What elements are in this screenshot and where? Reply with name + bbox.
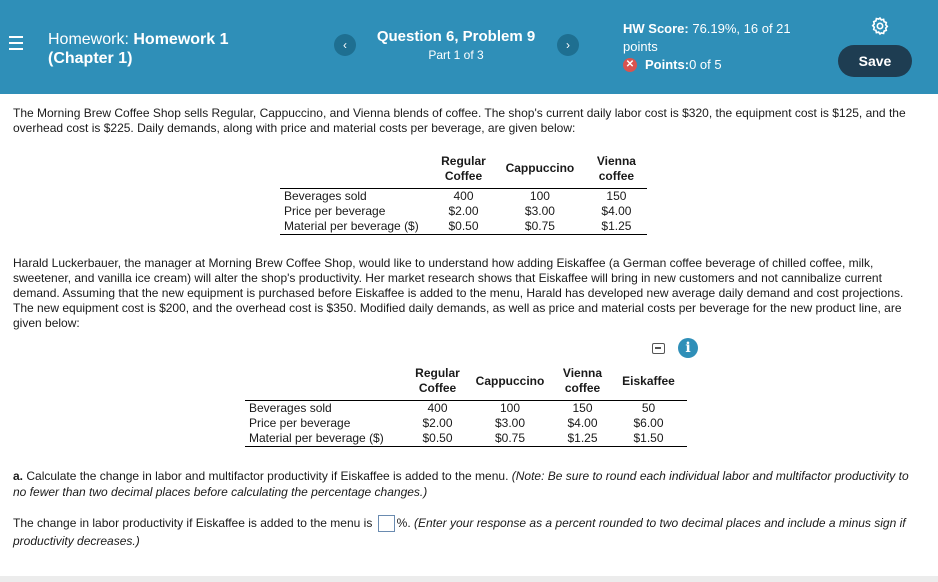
answer-percent-suffix: %. bbox=[396, 516, 414, 530]
x-circle-icon: ✕ bbox=[623, 58, 637, 72]
question-part: Part 1 of 3 bbox=[428, 48, 484, 62]
table-cell: $4.00 bbox=[601, 203, 632, 218]
row-label: Price per beverage bbox=[249, 415, 351, 430]
table-row bbox=[280, 204, 647, 219]
table-cell: $2.00 bbox=[448, 203, 479, 218]
intro-paragraph: The Morning Brew Coffee Shop sells Regular, Cappuccino, and Vienna blends of coffee. The shop's current daily labor cost is $320, the equipment cost is $125, and the overhead cost is $225. Daily demands, along with price and material costs per beverage, are given below: bbox=[13, 106, 906, 135]
table-row bbox=[245, 416, 687, 431]
hamburger-menu-icon[interactable] bbox=[9, 36, 23, 50]
score-unit: points bbox=[623, 39, 658, 54]
row-label: Price per beverage bbox=[284, 203, 386, 218]
homework-chapter: (Chapter 1) bbox=[48, 50, 133, 67]
labor-productivity-change-input[interactable] bbox=[378, 515, 395, 532]
table-cell: $3.00 bbox=[524, 203, 555, 218]
footer-divider bbox=[0, 576, 938, 582]
table-row bbox=[280, 188, 647, 204]
table2-header-cappuccino: Cappuccino bbox=[465, 363, 555, 400]
scenario-paragraph: Harald Luckerbauer, the manager at Morning Brew Coffee Shop, would like to understand how adding Eiskaffee (a German coffee beverage of chilled coffee, milk, sweetener, and vanilla ice cream) will alter the shop's productivity. Her market research shows that Eiskaffee will bring in new customers and not cannibalize current demand. Assuming that the new equipment is purchased before Eiskaffee is added to the menu, Harald has developed new average daily demand and cost projections. The new equipment cost is $200, and the overhead cost is $350. Modified daily demands, as well as price and material costs per beverage for the new product line, are given below: bbox=[13, 256, 904, 330]
question-a-text: Calculate the change in labor and multifactor productivity if Eiskaffee is added to the menu. bbox=[23, 469, 512, 483]
table1-blank-header bbox=[280, 150, 433, 188]
table-cell: $1.25 bbox=[586, 219, 647, 235]
points-status bbox=[623, 57, 722, 72]
table-cell: 100 bbox=[499, 400, 521, 415]
question-a-note: (Note: Be sure to round each individual labor and multifactor productivity to no fewer than two decimal places before calculating the percentage changes.) bbox=[13, 469, 909, 499]
current-demand-table bbox=[280, 150, 647, 235]
answer-prompt: The change in labor productivity if Eiskaffee is added to the menu is bbox=[13, 516, 376, 530]
table1-header-regular: Regular Coffee bbox=[433, 150, 494, 188]
table2-header-eiskaffee: Eiskaffee bbox=[610, 363, 687, 400]
points-value: 0 of 5 bbox=[689, 57, 722, 72]
homework-prefix: Homework: bbox=[48, 31, 134, 48]
save-button[interactable]: Save bbox=[838, 45, 912, 77]
hw-score bbox=[623, 20, 813, 56]
answer-row bbox=[13, 514, 918, 550]
table-cell: $1.50 bbox=[610, 431, 687, 447]
previous-question-button[interactable]: ‹ bbox=[334, 34, 356, 56]
score-label: HW Score: bbox=[623, 21, 689, 36]
table-cell: 150 bbox=[606, 188, 627, 203]
table-cell: $0.75 bbox=[465, 431, 555, 447]
table-row bbox=[280, 219, 647, 235]
row-label: Beverages sold bbox=[249, 400, 332, 415]
homework-name: Homework 1 bbox=[133, 31, 229, 48]
table-cell: 400 bbox=[453, 188, 474, 203]
table-cell: $6.00 bbox=[633, 415, 664, 430]
info-icon[interactable]: i bbox=[678, 338, 698, 358]
table1-header-vienna: Vienna coffee bbox=[586, 150, 647, 188]
table-cell: $0.75 bbox=[494, 219, 586, 235]
row-label: Material per beverage ($) bbox=[245, 431, 410, 447]
row-label: Material per beverage ($) bbox=[280, 219, 433, 235]
table-cell: 400 bbox=[427, 400, 448, 415]
table-cell: $0.50 bbox=[410, 431, 465, 447]
table-row bbox=[245, 431, 687, 447]
points-label: Points: bbox=[645, 57, 690, 72]
table-row bbox=[245, 400, 687, 416]
row-label: Beverages sold bbox=[284, 188, 367, 203]
table-cell: $1.25 bbox=[555, 431, 610, 447]
copy-icon[interactable] bbox=[652, 343, 665, 354]
header-bar bbox=[0, 0, 938, 94]
table2-blank-header bbox=[245, 363, 410, 400]
table2-header-vienna: Vienna coffee bbox=[555, 363, 610, 400]
table1-header-cappuccino: Cappuccino bbox=[494, 150, 586, 188]
homework-title bbox=[48, 30, 318, 68]
gear-icon[interactable] bbox=[870, 16, 890, 36]
next-question-button[interactable]: › bbox=[557, 34, 579, 56]
table-cell: 50 bbox=[641, 400, 656, 415]
answer-hint: (Enter your response as a percent rounded to two decimal places and include a minus sign if productivity decreases.) bbox=[13, 516, 906, 549]
question-title: Question 6, Problem 9 bbox=[376, 28, 536, 45]
question-a bbox=[13, 468, 918, 500]
table-cell: 100 bbox=[529, 188, 550, 203]
table-cell: $4.00 bbox=[567, 415, 598, 430]
question-a-prefix: a. bbox=[13, 469, 24, 483]
table-cell: $3.00 bbox=[494, 415, 526, 430]
table-cell: $2.00 bbox=[422, 415, 453, 430]
table2-header-regular: Regular Coffee bbox=[410, 363, 465, 400]
table-cell: $0.50 bbox=[433, 219, 494, 235]
score-value: 76.19%, 16 of 21 bbox=[688, 21, 791, 36]
table-cell: 150 bbox=[572, 400, 593, 415]
new-demand-table bbox=[245, 363, 687, 447]
